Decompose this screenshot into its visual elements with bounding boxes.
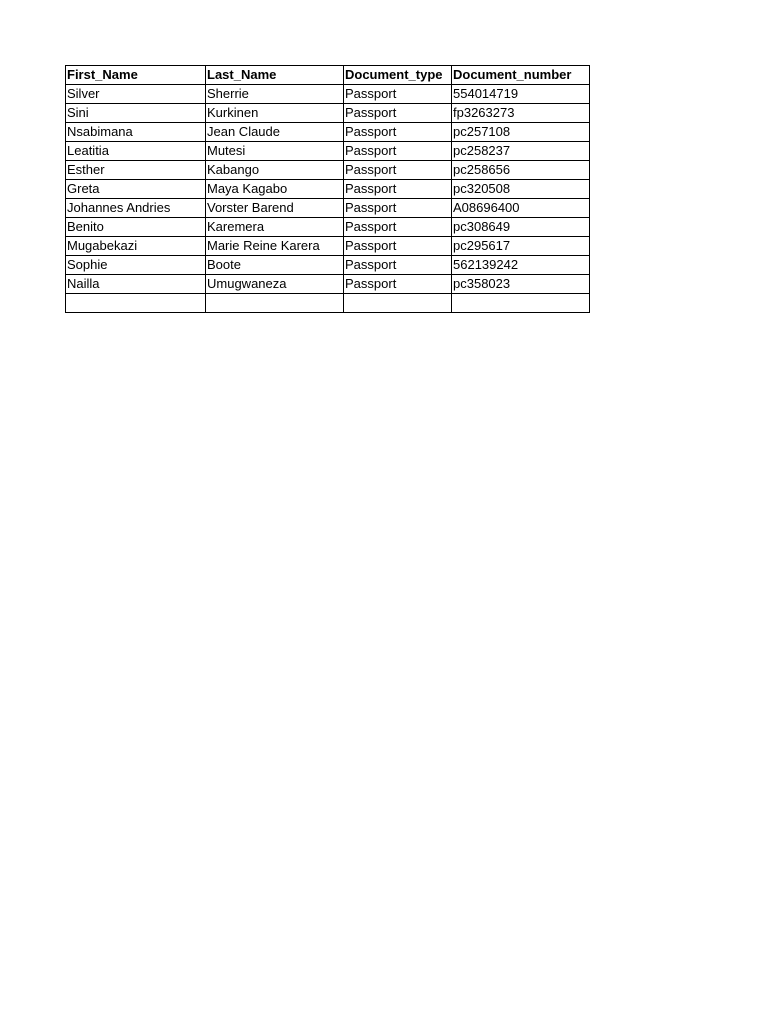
table-row	[66, 180, 590, 199]
cell-document-number: A08696400	[452, 199, 590, 218]
cell-last-name	[206, 294, 344, 313]
cell-last-name: Maya Kagabo	[206, 180, 344, 199]
cell-document-number: pc358023	[452, 275, 590, 294]
table-row	[66, 218, 590, 237]
cell-document-number: pc320508	[452, 180, 590, 199]
cell-document-number: 554014719	[452, 85, 590, 104]
cell-last-name: Sherrie	[206, 85, 344, 104]
table-row	[66, 104, 590, 123]
cell-last-name: Boote	[206, 256, 344, 275]
cell-document-number: pc308649	[452, 218, 590, 237]
cell-first-name	[66, 294, 206, 313]
cell-first-name: Nsabimana	[66, 123, 206, 142]
cell-last-name: Mutesi	[206, 142, 344, 161]
cell-first-name: Esther	[66, 161, 206, 180]
cell-document-type: Passport	[344, 142, 452, 161]
cell-first-name: Nailla	[66, 275, 206, 294]
table-row	[66, 199, 590, 218]
cell-first-name: Sophie	[66, 256, 206, 275]
cell-first-name: Johannes Andries	[66, 199, 206, 218]
table-row-empty	[66, 294, 590, 313]
cell-last-name: Umugwaneza	[206, 275, 344, 294]
cell-document-number: fp3263273	[452, 104, 590, 123]
cell-document-type: Passport	[344, 123, 452, 142]
table-row	[66, 142, 590, 161]
cell-document-number: pc295617	[452, 237, 590, 256]
cell-document-number	[452, 294, 590, 313]
cell-first-name: Benito	[66, 218, 206, 237]
cell-document-number: pc258237	[452, 142, 590, 161]
document-table	[65, 65, 590, 313]
header-first-name: First_Name	[66, 66, 206, 85]
header-document-type: Document_type	[344, 66, 452, 85]
cell-document-type: Passport	[344, 275, 452, 294]
cell-first-name: Leatitia	[66, 142, 206, 161]
cell-last-name: Vorster Barend	[206, 199, 344, 218]
cell-first-name: Mugabekazi	[66, 237, 206, 256]
cell-last-name: Marie Reine Karera	[206, 237, 344, 256]
cell-document-type: Passport	[344, 104, 452, 123]
cell-last-name: Kurkinen	[206, 104, 344, 123]
header-row	[66, 66, 590, 85]
cell-document-type: Passport	[344, 218, 452, 237]
header-document-number: Document_number	[452, 66, 590, 85]
cell-document-type	[344, 294, 452, 313]
table-row	[66, 256, 590, 275]
cell-last-name: Jean Claude	[206, 123, 344, 142]
cell-first-name: Sini	[66, 104, 206, 123]
cell-first-name: Greta	[66, 180, 206, 199]
cell-document-type: Passport	[344, 161, 452, 180]
cell-document-number: 562139242	[452, 256, 590, 275]
spreadsheet-page	[65, 65, 590, 313]
table-row	[66, 161, 590, 180]
cell-document-type: Passport	[344, 237, 452, 256]
cell-document-type: Passport	[344, 256, 452, 275]
cell-document-type: Passport	[344, 85, 452, 104]
table-row	[66, 85, 590, 104]
table-row	[66, 237, 590, 256]
table-row	[66, 123, 590, 142]
cell-document-number: pc257108	[452, 123, 590, 142]
cell-document-number: pc258656	[452, 161, 590, 180]
cell-document-type: Passport	[344, 180, 452, 199]
cell-document-type: Passport	[344, 199, 452, 218]
cell-last-name: Kabango	[206, 161, 344, 180]
cell-last-name: Karemera	[206, 218, 344, 237]
cell-first-name: Silver	[66, 85, 206, 104]
header-last-name: Last_Name	[206, 66, 344, 85]
table-row	[66, 275, 590, 294]
